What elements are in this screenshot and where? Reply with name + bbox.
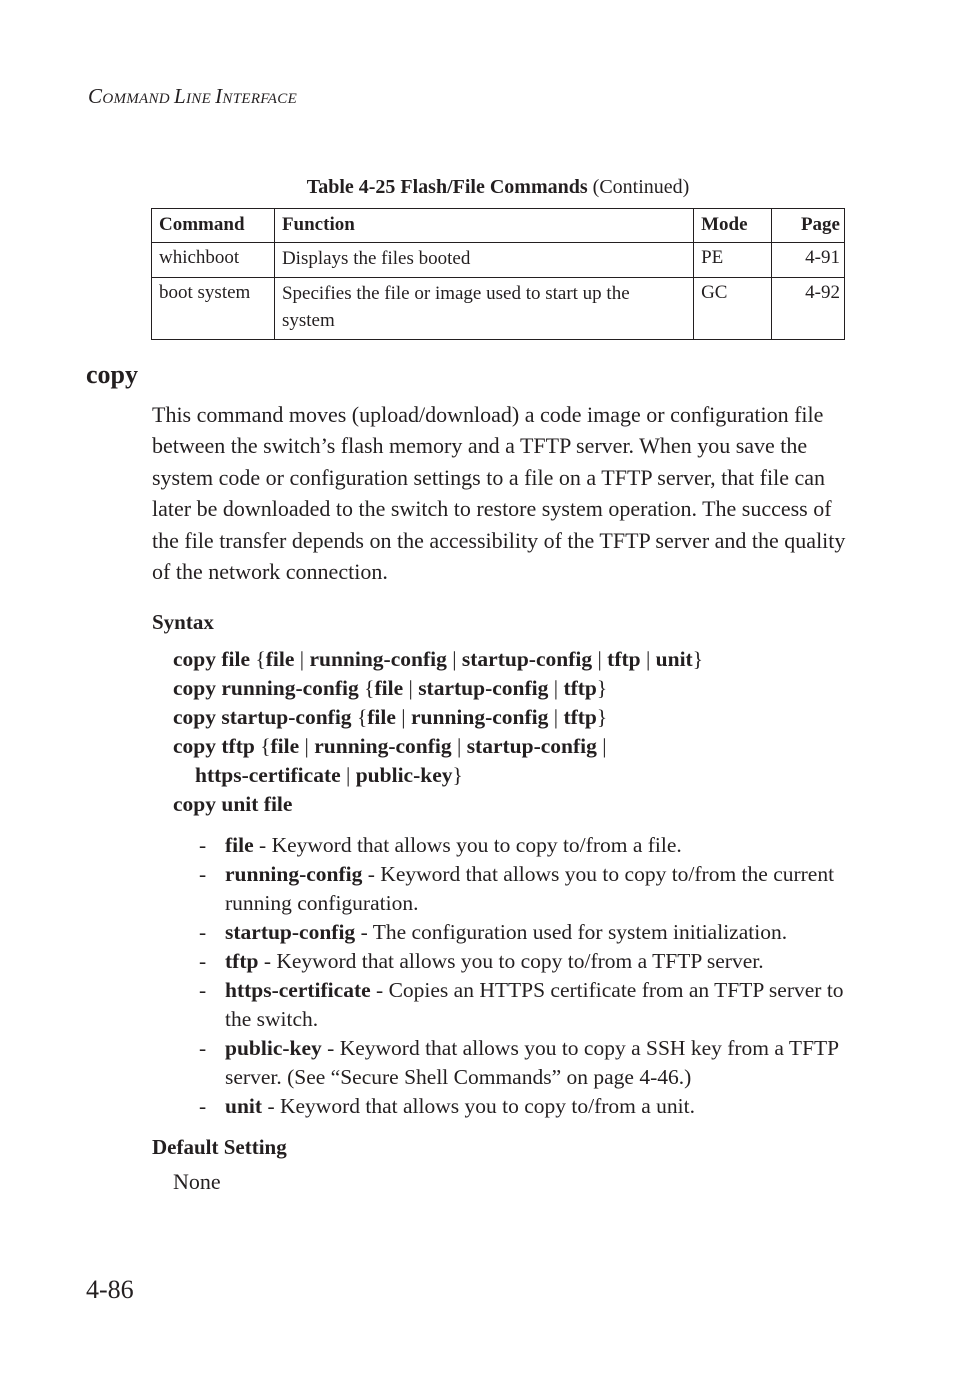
default-setting-value: None	[173, 1169, 221, 1194]
syntax-line: copy startup-config {file | running-config | tftp}	[173, 705, 608, 729]
cell-function: Specifies the file or image used to start up the system	[274, 278, 693, 340]
section-description: This command moves (upload/download) a code image or configuration file between the switch’s flash memory and a TFTP server. When you save the system code or configuration settings to a file on a TFTP server, that file can later be downloaded to the switch to restore system operation. The success of the file transfer depends on the accessibility of the TFTP server and the quality of the network connection.	[152, 402, 846, 585]
section-title: copy	[86, 360, 138, 389]
cell-page: 4-92	[772, 278, 845, 340]
column-header-function: Function	[274, 209, 693, 243]
table-header-row	[152, 209, 845, 243]
cell-function: Displays the files booted	[274, 243, 693, 278]
cell-command: boot system	[152, 278, 275, 340]
running-head: COMMAND LINE INTERFACE	[88, 84, 298, 108]
page-number: 4-86	[86, 1275, 134, 1304]
cell-mode: GC	[694, 278, 772, 340]
table-row	[152, 278, 845, 340]
list-item: - public-key - Keyword that allows you to copy a SSH key from a TFTP server. (See “Secure Shell Commands” on page 4-46.)	[199, 1036, 839, 1089]
list-item: - startup-config - The configuration used for system initialization.	[199, 920, 788, 944]
cell-mode: PE	[694, 243, 772, 278]
cell-command: whichboot	[152, 243, 275, 278]
list-item: - https-certificate - Copies an HTTPS certificate from an TFTP server to the switch.	[199, 978, 844, 1031]
column-header-page: Page	[772, 209, 845, 243]
syntax-heading: Syntax	[152, 610, 214, 634]
default-setting-heading: Default Setting	[152, 1135, 287, 1159]
list-item: - file - Keyword that allows you to copy to/from a file.	[199, 833, 682, 857]
syntax-line: copy unit file	[173, 792, 293, 816]
parameter-list	[199, 831, 859, 1121]
cell-page: 4-91	[772, 243, 845, 278]
list-item: - running-config - Keyword that allows you to copy to/from the current running configuration.	[199, 862, 835, 915]
syntax-block	[173, 645, 703, 819]
table-caption: Table 4-25 Flash/File Commands (Continued)	[306, 176, 690, 198]
table-row	[152, 243, 845, 278]
syntax-line: https-certificate | public-key}	[195, 763, 463, 787]
syntax-line: copy file {file | running-config | startup-config | tftp | unit}	[173, 647, 704, 671]
syntax-line: copy tftp {file | running-config | startup-config |	[173, 734, 607, 758]
column-header-mode: Mode	[694, 209, 772, 243]
list-item: - tftp - Keyword that allows you to copy to/from a TFTP server.	[199, 949, 764, 973]
column-header-command: Command	[152, 209, 275, 243]
list-item: - unit - Keyword that allows you to copy to/from a unit.	[199, 1094, 695, 1118]
flash-file-commands-table	[151, 208, 845, 340]
syntax-line: copy running-config {file | startup-config | tftp}	[173, 676, 608, 700]
